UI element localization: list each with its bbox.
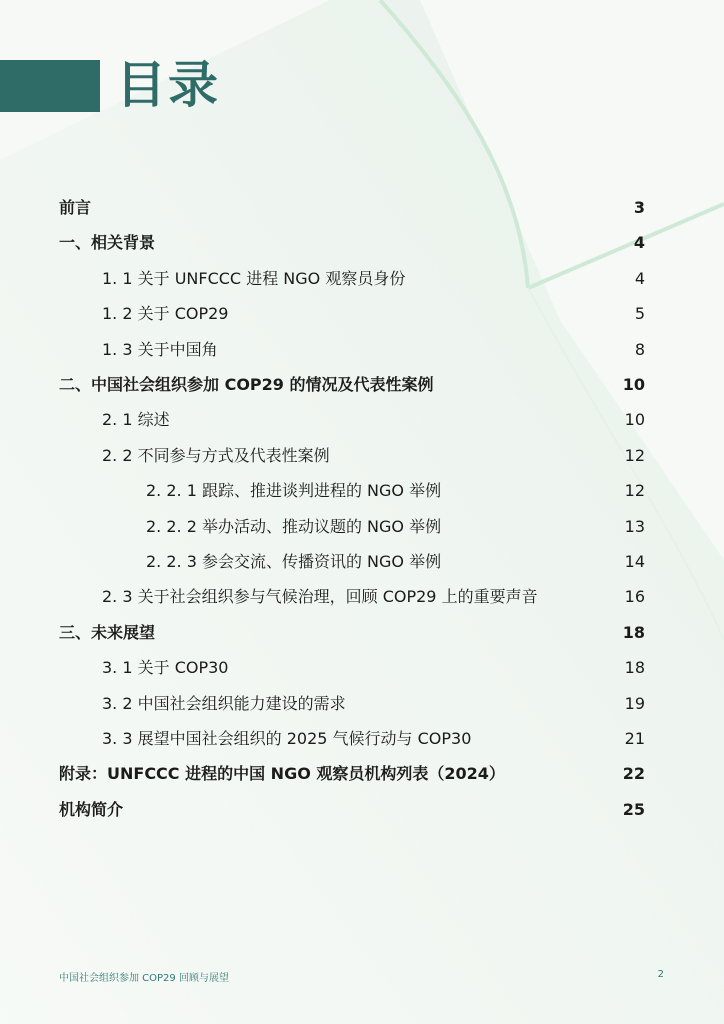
toc-entry-label: 1. 1 关于 UNFCCC 进程 NGO 观察员身份: [102, 268, 406, 288]
toc-entry[interactable]: [0, 373, 724, 397]
toc-entry-label: 机构简介: [59, 799, 124, 819]
toc-entry[interactable]: [0, 515, 724, 539]
toc-entry-page: 10: [624, 410, 645, 430]
toc-entry[interactable]: [0, 231, 724, 255]
toc-entry-page: 21: [624, 729, 645, 748]
toc-entry[interactable]: [0, 267, 724, 291]
toc-entry-label: 2. 1 综述: [102, 410, 170, 430]
toc-entry-page: 10: [622, 375, 645, 394]
toc-entry-page: 22: [622, 764, 645, 784]
toc-entry[interactable]: [0, 196, 724, 220]
toc-entry[interactable]: [0, 798, 724, 822]
toc-entry-label: 2. 2. 1 跟踪、推进谈判进程的 NGO 举例: [146, 481, 442, 501]
toc-entry-label: 2. 3 关于社会组织参与气候治理，回顾 COP29 上的重要声音: [102, 587, 538, 607]
toc-entry-label: 一、相关背景: [59, 233, 156, 253]
toc-entry[interactable]: [0, 338, 724, 362]
toc-entry-page: 12: [624, 481, 645, 501]
toc-entry-page: 5: [634, 304, 645, 324]
toc-entry-page: 13: [624, 516, 645, 536]
toc-entry-page: 4: [634, 268, 645, 288]
toc-entry-label: 3. 3 展望中国社会组织的 2025 气候行动与 COP30: [102, 729, 472, 748]
title-accent-bar: [0, 60, 100, 112]
toc-entry[interactable]: [0, 444, 724, 468]
toc-entry[interactable]: [0, 692, 724, 716]
toc-entry-label: 2. 2. 2 举办活动、推动议题的 NGO 举例: [146, 516, 442, 536]
toc-entry-label: 1. 2 关于 COP29: [102, 304, 229, 324]
toc-entry-label: 前言: [59, 198, 92, 217]
toc-entry[interactable]: [0, 621, 724, 645]
toc-entry-page: 19: [624, 693, 645, 713]
toc-entry-label: 3. 1 关于 COP30: [102, 658, 229, 678]
toc-entry-page: 12: [624, 445, 645, 465]
toc-entry[interactable]: [0, 656, 724, 680]
toc-entry-label: 3. 2 中国社会组织能力建设的需求: [102, 693, 346, 713]
toc-entry-page: 16: [624, 587, 645, 607]
toc-entry-label: 2. 2. 3 参会交流、传播资讯的 NGO 举例: [146, 552, 442, 571]
toc-entry-page: 8: [634, 339, 645, 359]
toc-entry-label: 二、中国社会组织参加 COP29 的情况及代表性案例: [59, 375, 434, 394]
toc-entry-page: 18: [624, 658, 645, 678]
toc-entry[interactable]: [0, 302, 724, 326]
toc-entry-label: 2. 2 不同参与方式及代表性案例: [102, 445, 330, 465]
toc-entry[interactable]: [0, 550, 724, 574]
toc-entry[interactable]: [0, 408, 724, 432]
toc-entry-label: 三、未来展望: [59, 622, 156, 642]
toc-entry-page: 18: [622, 622, 645, 642]
page-title: 目录: [116, 56, 220, 114]
toc-entry-page: 14: [624, 552, 645, 571]
toc-entry[interactable]: [0, 585, 724, 609]
toc-entry-page: 4: [633, 233, 645, 253]
toc-entry[interactable]: [0, 479, 724, 503]
footer-publication-title: 中国社会组织参加 COP29 回顾与展望: [59, 973, 229, 984]
toc-entry-label: 1. 3 关于中国角: [102, 339, 218, 359]
toc-entry-page: 3: [633, 198, 645, 217]
toc-entry-page: 25: [622, 799, 645, 819]
toc-entry[interactable]: [0, 762, 724, 786]
toc-entry[interactable]: [0, 727, 724, 751]
footer-page-number: 2: [657, 969, 664, 980]
toc-entry-label: 附录：UNFCCC 进程的中国 NGO 观察员机构列表（2024）: [59, 764, 505, 784]
